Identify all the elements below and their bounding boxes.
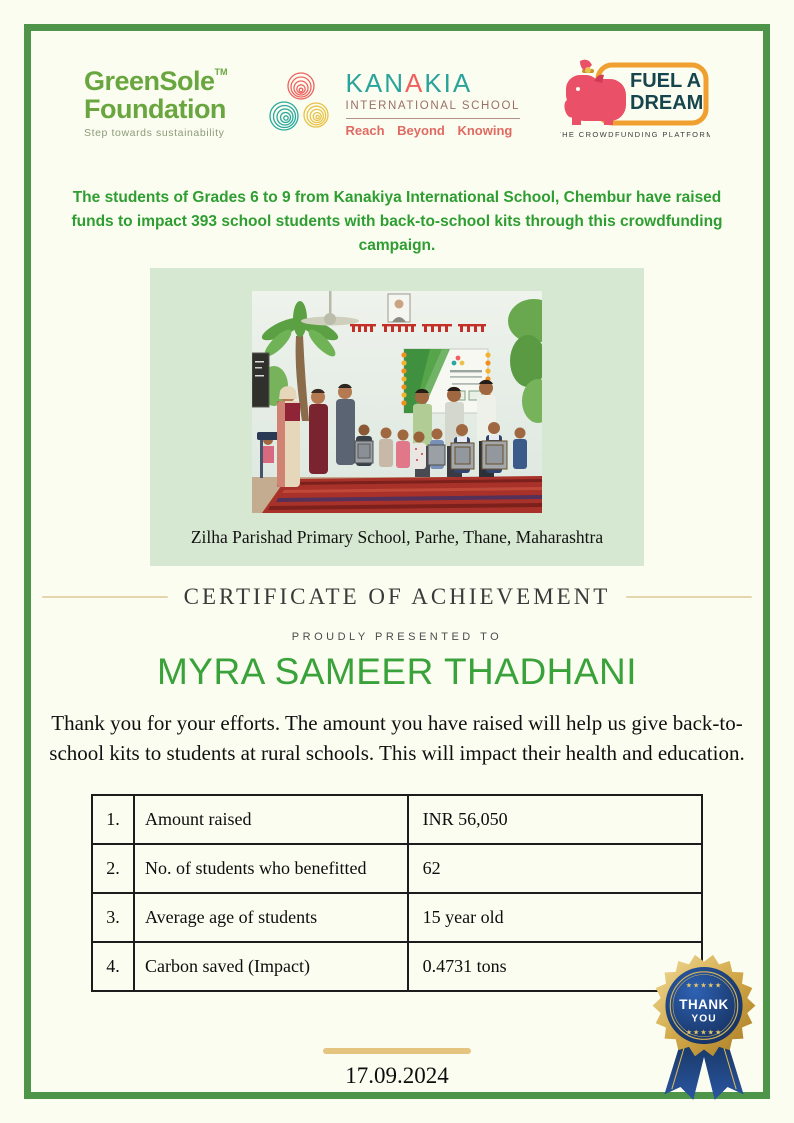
kanakia-school-logo [268,70,521,137]
gold-divider-line [323,1048,471,1054]
row-value: INR 56,050 [408,795,702,844]
certificate-date: 17.09.2024 [345,1062,449,1088]
row-number: 2. [92,844,134,893]
table-row [92,844,702,893]
child-3 [396,430,410,469]
greensole-name: GreenSole [83,66,215,97]
child-4 [412,432,426,470]
impact-stats-table [91,794,703,992]
row-value: 62 [408,844,702,893]
row-label: No. of students who benefitted [134,844,408,893]
kanakia-name-part2: A [405,68,425,99]
badge-you-text: YOU [691,1013,717,1025]
woman-sari [277,386,300,487]
child-6 [513,428,527,470]
greensole-tagline: Step towards sustainability [83,127,225,140]
greensole-name-line2: Foundation [83,94,226,125]
kanakia-tagline: Reach Beyond Knowing [345,122,513,138]
row-label: Amount raised [134,795,408,844]
title-rule-left [42,596,168,598]
fuel-a-dream-line2: DREAM [630,92,704,114]
campaign-intro-text: The students of Grades 6 to 9 from Kanakiya International School, Chembur have raised funds to impact 393 school students with back-to-school kits through this crowdfunding campaign. [71,189,723,255]
greensole-foundation-logo [84,68,228,139]
fuel-a-dream-line1: FUEL A [630,70,702,92]
certificate-content [31,31,763,1092]
logo-header [31,57,763,150]
badge-thank-text: THANK [679,996,729,1012]
row-number: 4. [92,942,134,991]
row-label: Carbon saved (Impact) [134,942,408,991]
row-label: Average age of students [134,893,408,942]
kanakia-name-part3: KIA [424,68,473,99]
recipient-name: MYRA SAMEER THADHANI [156,651,638,693]
certificate-title: CERTIFICATE OF ACHIEVEMENT [183,584,611,610]
red-carpet [262,476,542,513]
kanakia-subtitle: INTERNATIONAL SCHOOL [346,101,521,119]
title-rule-right [626,596,752,598]
certificate-title-row [31,584,763,610]
thank-you-message: Thank you for your efforts. The amount you have raised will help us give back-to-school kits to students at rural schools. This will impact their health and education. [49,711,745,766]
school-photo-card [150,268,644,566]
school-group-photo [252,291,542,513]
greensole-tm-mark: TM [214,67,228,78]
wall-portrait [388,294,410,322]
badge-stars-bottom: ★★★★★ [685,1028,723,1037]
table-row [92,893,702,942]
thank-you-badge [648,952,760,1102]
row-value: 15 year old [408,893,702,942]
fuel-a-dream-graphic [560,57,710,145]
badge-stars-top: ★★★★★ [685,981,723,990]
child-2 [379,428,393,468]
rosette-icon [648,952,760,1102]
blackboard [252,353,269,407]
table-row [92,795,702,844]
presented-to-label: PROUDLY PRESENTED TO [291,631,503,644]
kanakia-name-part1: KAN [345,68,405,99]
elephant-icon [564,60,626,125]
fuel-a-dream-tagline: THE CROWDFUNDING PLATFORM [560,130,711,139]
row-value: 0.4731 tons [408,942,702,991]
kanakia-spirals-icon [268,71,334,137]
photo-caption: Zilha Parishad Primary School, Parhe, Thane, Maharashtra [190,527,604,548]
table-row [92,942,702,991]
kanakia-name [345,68,521,99]
row-number: 3. [92,893,134,942]
fuel-a-dream-logo [560,57,710,150]
row-number: 1. [92,795,134,844]
